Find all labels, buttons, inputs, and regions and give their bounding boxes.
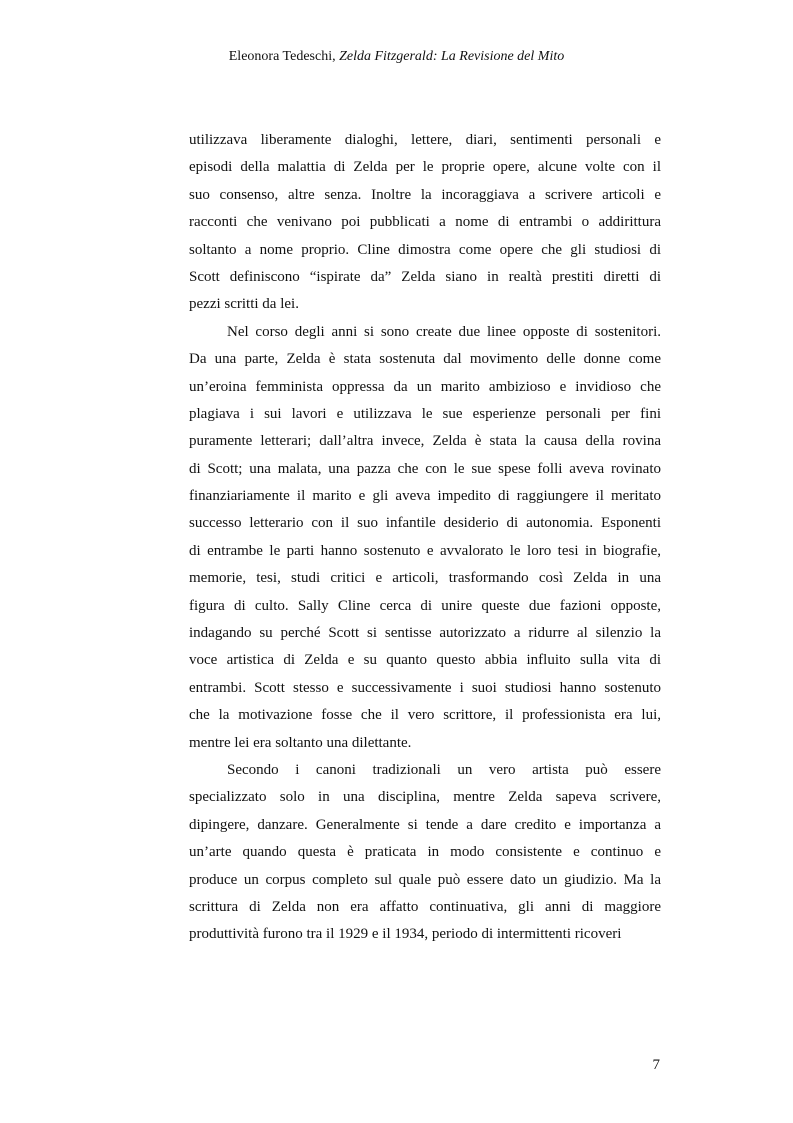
text-line: utilizzava liberamente dialoghi, lettere, diari, sentimenti personali e (189, 132, 661, 148)
text-line: episodi della malattia di Zelda per le proprie opere, alcune volte con il (189, 159, 661, 176)
text-line: un’arte quando questa è praticata in modo consistente e continuo e (189, 844, 661, 861)
text-line: scrittura di Zelda non era affatto continuativa, gli anni di maggiore (189, 898, 661, 915)
text-line: di entrambe le parti hanno sostenuto e avvalorato le loro tesi in biografie, (189, 542, 661, 559)
text-line: Secondo i canoni tradizionali un vero artista può essere (227, 761, 661, 778)
running-header (0, 48, 793, 66)
text-line: pezzi scritti da lei. (189, 296, 299, 313)
text-line: che la motivazione fosse che il vero scrittore, il professionista era lui, (189, 707, 661, 724)
text-line: voce artistica di Zelda e su quanto questo abbia influito sulla vita di (189, 652, 661, 669)
text-line: soltanto a nome proprio. Cline dimostra come opere che gli studiosi di (189, 241, 661, 258)
text-line: figura di culto. Sally Cline cerca di unire queste due fazioni opposte, (189, 597, 661, 614)
text-line: puramente letterari; dall’altra invece, Zelda è stata la causa della rovina (189, 433, 661, 450)
text-line: racconti che venivano poi pubblicati a nome di entrambi o addirittura (189, 214, 661, 231)
header-work-title: Zelda Fitzgerald: La Revisione del Mito (339, 49, 565, 64)
text-line: di Scott; una malata, una pazza che con le sue spese folli aveva rovinato (189, 460, 661, 477)
text-line: memorie, tesi, studi critici e articoli, trasformando così Zelda in una (189, 570, 661, 587)
text-line: entrambi. Scott stesso e successivamente i suoi studiosi hanno sostenuto (189, 679, 661, 696)
text-line: successo letterario con il suo infantile desiderio di autonomia. Esponenti (189, 515, 661, 532)
text-line: plagiava i sui lavori e utilizzava le sue esperienze personali per fini (189, 405, 661, 422)
text-line: specializzato solo in una disciplina, mentre Zelda sapeva scrivere, (189, 789, 661, 806)
text-line: Scott definiscono “ispirate da” Zelda siano in realtà prestiti diretti di (189, 268, 661, 285)
paragraph (189, 319, 661, 757)
text-line: un’eroina femminista oppressa da un marito ambizioso e invidioso che (189, 378, 661, 395)
text-line: indagando su perché Scott si sentisse autorizzato a ridurre al silenzio la (189, 625, 661, 642)
text-line: dipingere, danzare. Generalmente si tende a dare credito e importanza a (189, 816, 661, 833)
text-line: Da una parte, Zelda è stata sostenuta dal movimento delle donne come (189, 351, 661, 368)
header-author: Eleonora Tedeschi, (228, 49, 340, 64)
page-number: 7 (652, 1057, 660, 1073)
text-line: Nel corso degli anni si sono create due linee opposte di sostenitori. (227, 323, 661, 340)
paragraph (189, 127, 661, 319)
text-line: suo consenso, altre senza. Inoltre la incoraggiava a scrivere articoli e (189, 186, 661, 203)
paragraph (189, 757, 661, 949)
body-text (189, 127, 661, 949)
text-line: finanziariamente il marito e gli aveva impedito di raggiungere il meritato (189, 488, 661, 505)
text-line: produttività furono tra il 1929 e il 1934, periodo di intermittenti ricoveri (189, 926, 622, 943)
text-line: produce un corpus completo sul quale può essere dato un giudizio. Ma la (189, 871, 661, 888)
text-line: mentre lei era soltanto una dilettante. (189, 734, 412, 751)
